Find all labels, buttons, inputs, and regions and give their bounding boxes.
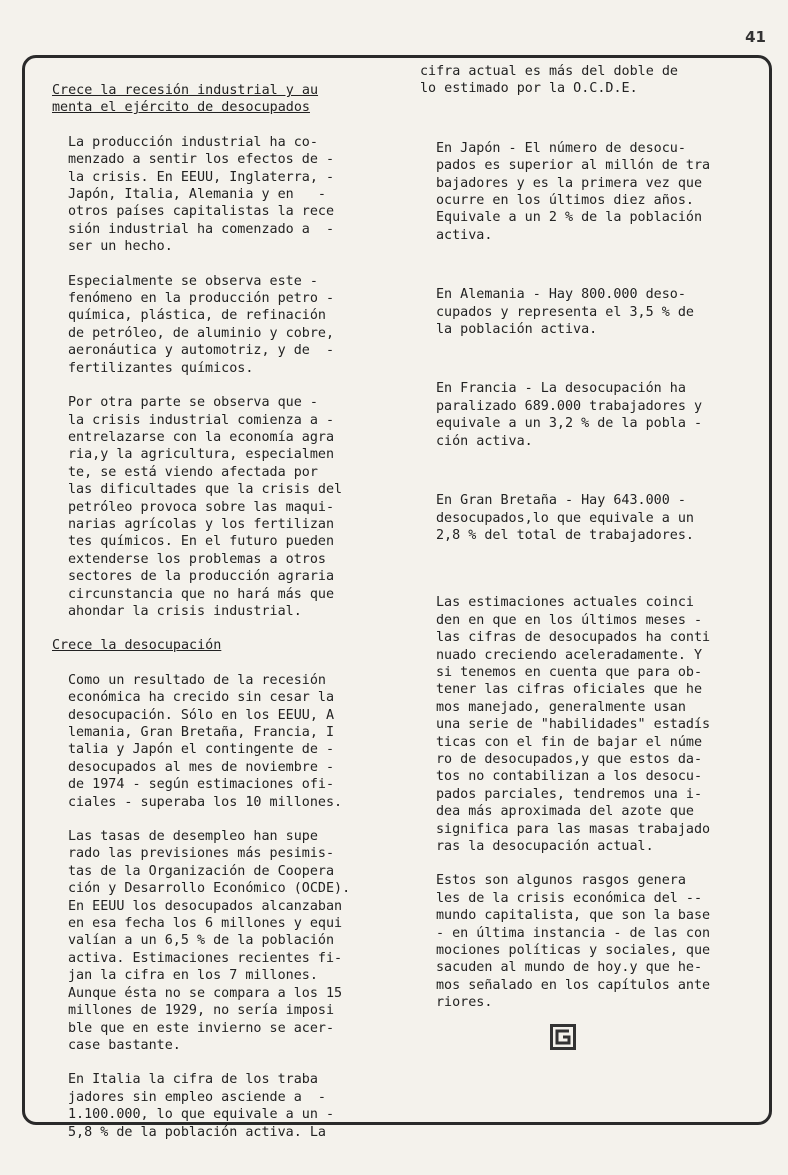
- paragraph-japan: En Japón - El número de desocu- pados es superior al millón de tra bajadores y es la primera vez que ocurre en los últimos diez años. Equivale a un 2 % de la población activa.: [436, 140, 711, 243]
- paragraph-conclusion: Estos son algunos rasgos genera les de la crisis económica del -- mundo capitalista, que son la base - en última instancia - de las con mociones políticas y sociales, que sacuden al mundo de hoy.y que he- mos señalado en los capítulos ante riores.: [436, 873, 711, 1011]
- paragraph-agriculture: Por otra parte se observa que - la crisis industrial comienza a - entrelazarse con la economía agra ria,y la agricultura, especialmen te, se está viendo afectada por las dificultades que la crisis del petróleo provoca sobre las maqui- narias agrícolas y los fertilizan tes químicos. En el futuro pueden extenderse los problemas a otros sectores de la producción agraria circunstancia que no hará más que ahondar la crisis industrial.: [68, 395, 343, 619]
- g-square-logo-icon: [550, 1024, 576, 1050]
- paragraph-italy-continued: cifra actual es más del doble de lo estimado por la O.C.D.E.: [420, 64, 678, 97]
- paragraph-petrochemical: Especialmente se observa este - fenómeno en la producción petro - química, plástica, de refinación de petróleo, de aluminio y cobre, aeronáutica y automotriz, y de - fertilizantes químicos.: [68, 273, 335, 376]
- left-column: [52, 82, 374, 1141]
- paragraph-unemployment-rates: Las tasas de desempleo han supe rado las previsiones más pesimis- tas de la Organización de Coopera ción y Desarrollo Económico (OCDE). En EEUU los desocupados alcanzaban en esa fecha los 6 millones y equi valían a un 6,5 % de la población activa. Estimaciones recientes fi- jan la cifra en los 7 millones. Aunque ésta no se compara a los 15 millones de 1929, no sería imposi ble que en este invierno se acer- case bastante.: [68, 829, 351, 1053]
- paragraph-britain: En Gran Bretaña - Hay 643.000 - desocupados,lo que equivale a un 2,8 % del total de trabajadores.: [436, 493, 694, 543]
- paragraph-estimates: Las estimaciones actuales coinci den en que en los últimos meses - las cifras de desocupados ha conti nuado creciendo aceleradamente. Y si tenemos en cuenta que para ob- tener las cifras oficiales que he mos manejado, generalmente usan una serie de "habilidades" estadís ticas con el fin de bajar el núme ro de desocupados,y que estos da- tos no contabilizan a los desocu- pados parciales, tendremos una i- dea más aproximada del azote que significa para las masas trabajado ras la desocupación actual.: [436, 595, 711, 854]
- section-heading-recession: Crece la recesión industrial y au menta el ejército de desocupados: [52, 83, 319, 116]
- page-number: 41: [745, 28, 766, 46]
- paragraph-germany: En Alemania - Hay 800.000 deso- cupados y representa el 3,5 % de la población activa.: [436, 287, 694, 338]
- paragraph-unemployment-growth: Como un resultado de la recesión económica ha crecido sin cesar la desocupación. Sólo en los EEUU, A lemania, Gran Bretaña, Francia, I talia y Japón el contingente de - desocupados al mes de noviembre - de 1974 - según estimaciones ofi- ciales - superaba los 10 millones.: [68, 672, 343, 810]
- paragraph-france: En Francia - La desocupación ha paralizado 689.000 trabajadores y equivale a un 3,2 % de la pobla - ción activa.: [436, 381, 703, 449]
- right-column: [420, 63, 740, 1012]
- section-heading-unemployment: Crece la desocupación: [52, 638, 222, 654]
- paragraph-italy: En Italia la cifra de los traba jadores sin empleo asciende a - 1.100.000, lo que equivale a un - 5,8 % de la población activa. La: [68, 1072, 335, 1140]
- paragraph-industrial-production: La producción industrial ha co- menzado a sentir los efectos de - la crisis. En EEUU, Inglaterra, - Japón, Italia, Alemania y en - otros países capitalistas la rece sión industrial ha comenzado a - ser un hecho.: [68, 134, 335, 255]
